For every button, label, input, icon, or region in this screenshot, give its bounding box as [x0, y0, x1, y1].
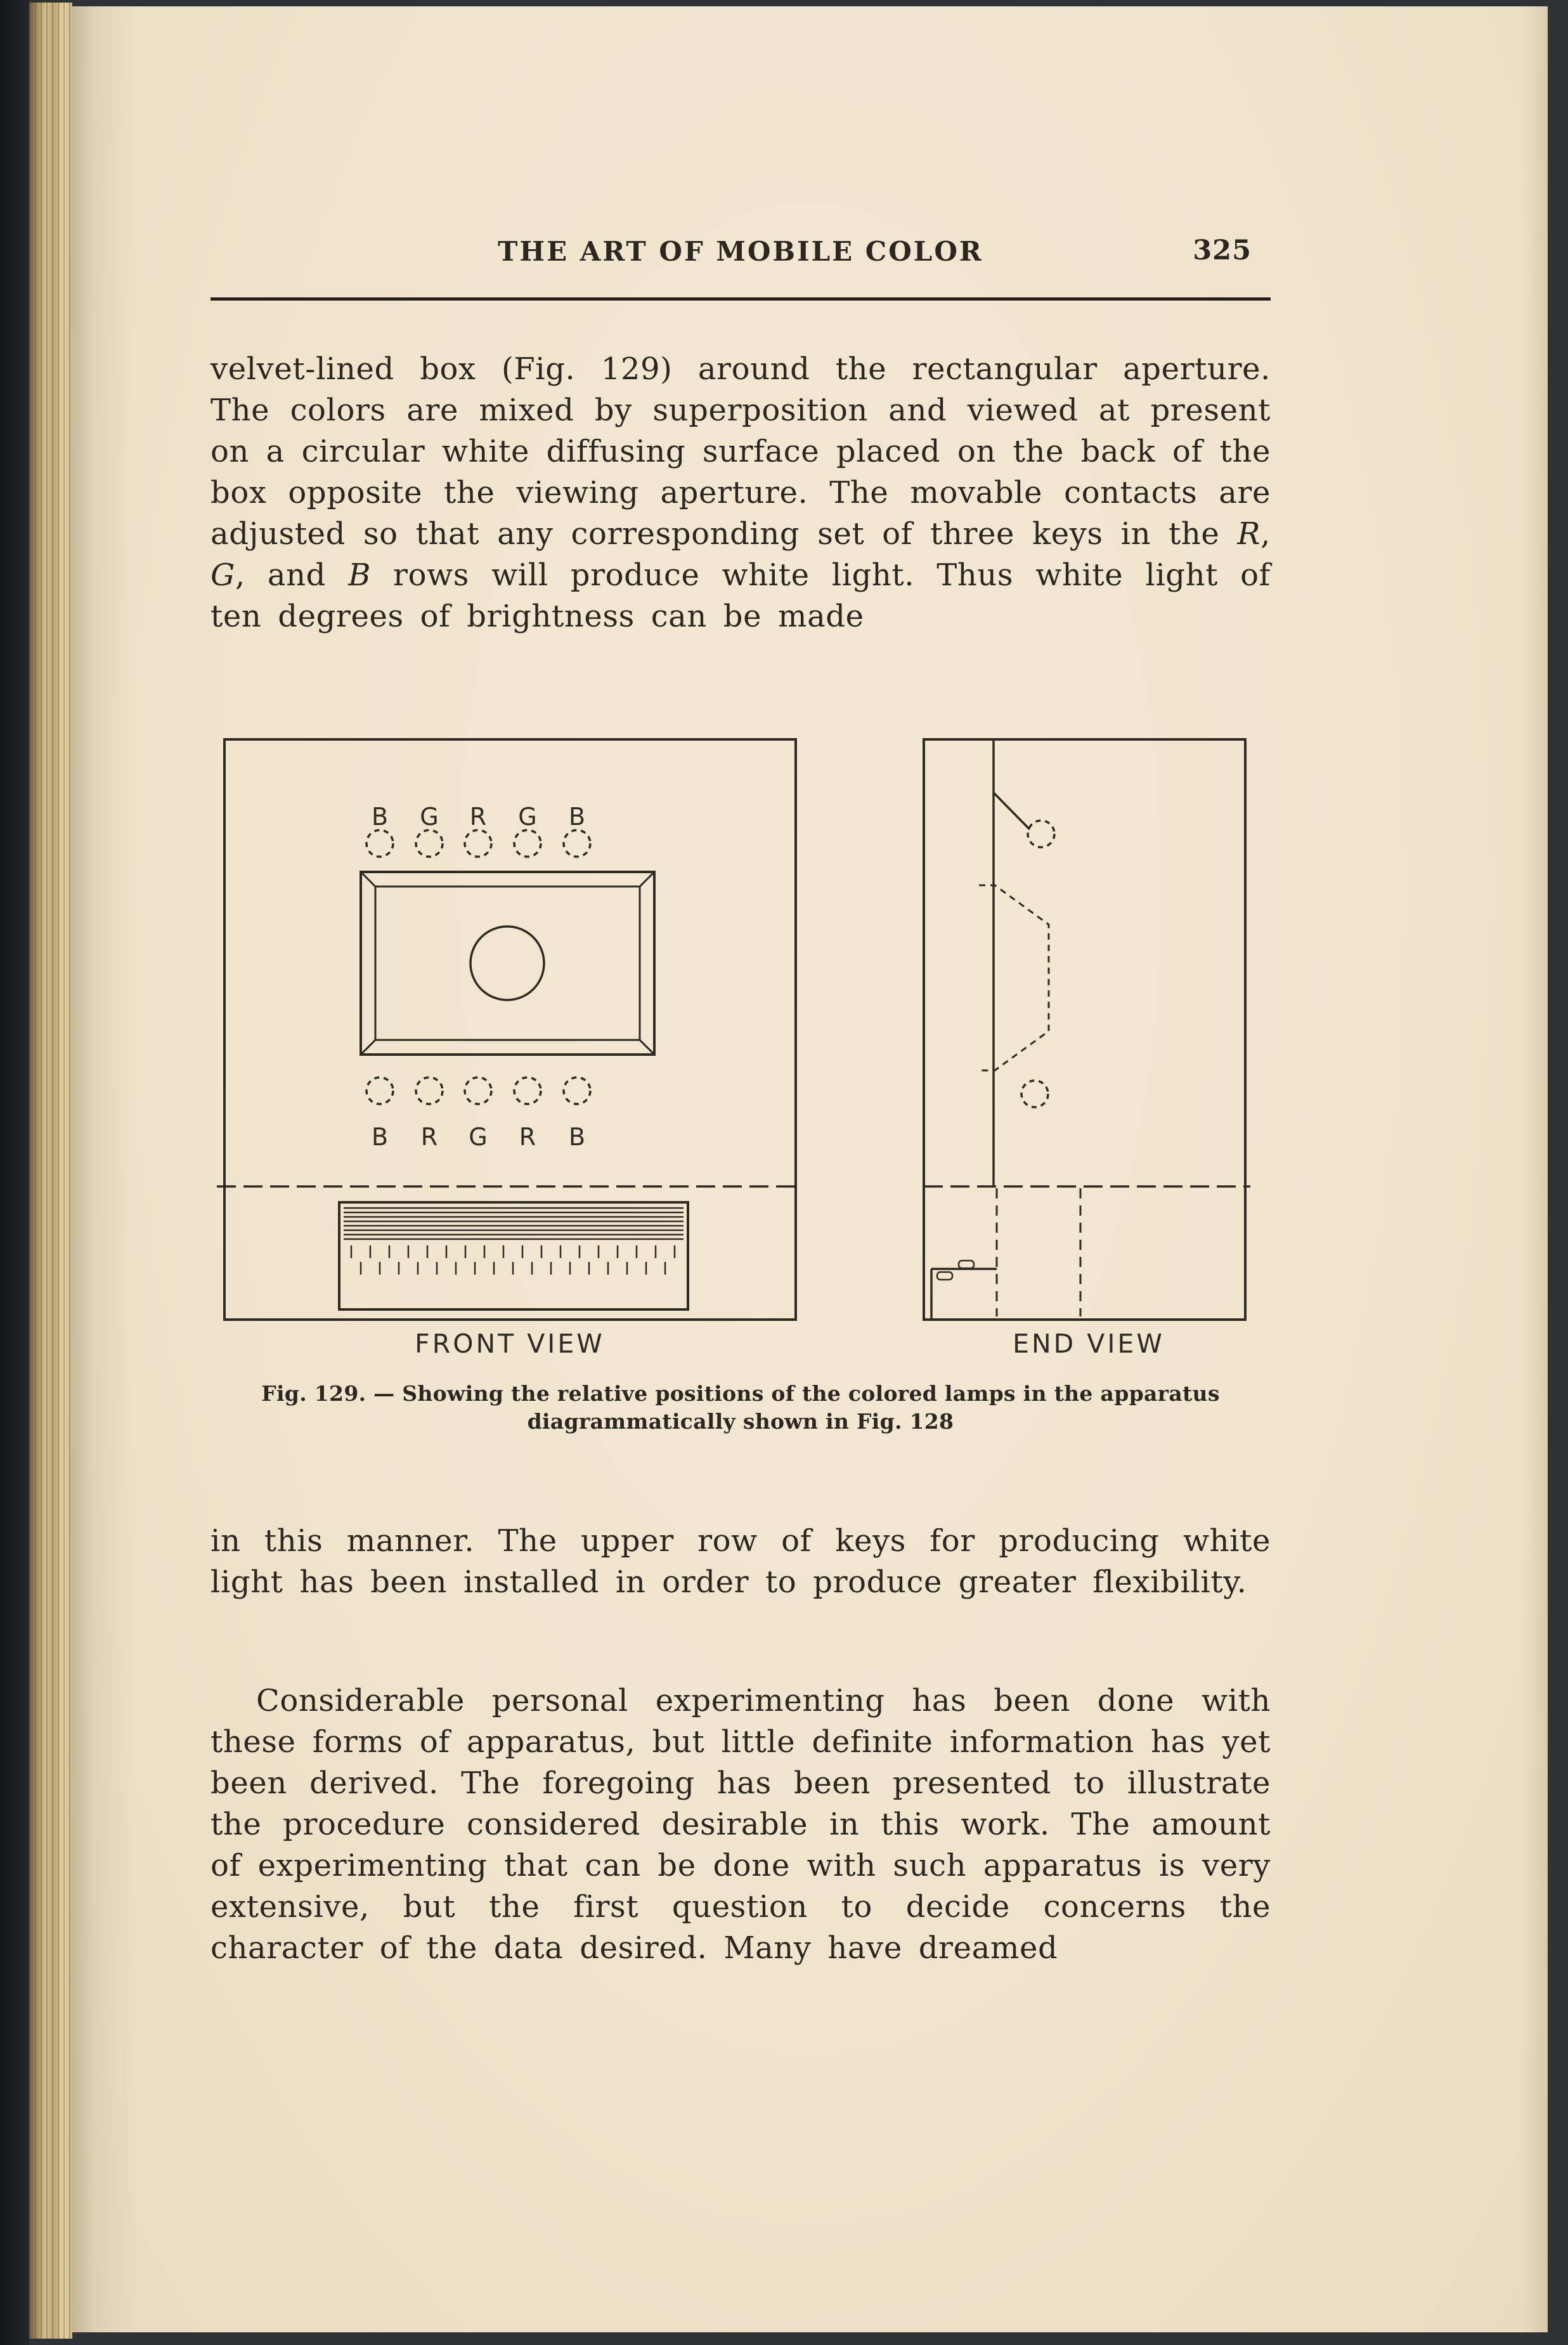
lamp-label: G — [420, 803, 439, 831]
lamp-label: B — [568, 803, 586, 831]
lamp-circle — [1021, 1081, 1048, 1107]
paragraph-1 — [211, 349, 1271, 637]
lamp-label: G — [469, 1123, 488, 1151]
paragraph-1-text-end: rows will produce white light. Thus white light of ten degrees of brightness can be made — [211, 557, 1271, 634]
book-page — [72, 6, 1548, 2332]
end-housing-dashed-edges — [997, 1188, 1080, 1316]
lamp-label: R — [469, 803, 487, 831]
end-view-label: END VIEW — [1013, 1328, 1165, 1359]
front-view-outline — [224, 739, 796, 1320]
lamp-circle — [465, 830, 491, 857]
lamp-circle — [416, 1077, 443, 1104]
lamp-label: B — [371, 803, 389, 831]
lamp-circle — [514, 830, 541, 857]
figure-caption-line-1: Fig. 129. — Showing the relative positions of the colored lamps in the apparatus — [261, 1381, 1220, 1406]
lamp-label: G — [518, 803, 537, 831]
paragraph-2: in this manner. The upper row of keys for producing white light has been installed in order to produce greater flexibility. — [211, 1523, 1271, 1600]
lamp-label: B — [371, 1123, 389, 1151]
diffusing-surface-circle — [470, 926, 544, 1000]
lamp-housing-grille — [339, 1202, 688, 1309]
front-view-label: FRONT VIEW — [415, 1328, 605, 1359]
italic-r: R — [1237, 516, 1261, 552]
end-top-diagonal — [994, 793, 1030, 829]
header-rule — [211, 297, 1271, 301]
running-header-title: THE ART OF MOBILE COLOR — [498, 236, 983, 267]
paragraph-3: Considerable personal experimenting has been done with these forms of apparatus, but little definite information has yet been derived. The foregoing has been presented to illustrate the procedure considered desirable in this work. The amount of experimenting that can be done with such apparatus is very extensive, but the first question to decide concerns the character of the data desired. Many have dreamed — [211, 1683, 1271, 1966]
lamp-circle — [366, 830, 393, 857]
lamp-circle — [564, 830, 590, 857]
front-top-lamp-circles — [366, 830, 590, 857]
front-bottom-lamp-labels — [372, 1123, 585, 1151]
aperture-frame — [361, 872, 654, 1055]
page-edges-stack — [29, 3, 72, 2339]
lamp-circle — [564, 1077, 590, 1104]
lamp-circle — [366, 1077, 393, 1104]
lamp-circle — [465, 1077, 491, 1104]
front-bottom-lamp-circles — [366, 1077, 590, 1104]
front-top-lamp-labels — [372, 803, 585, 831]
page-content — [211, 6, 1271, 2332]
figure-caption-line-2: diagrammatically shown in Fig. 128 — [527, 1409, 954, 1434]
lamp-label: B — [568, 1123, 586, 1151]
base-clamp — [959, 1261, 974, 1268]
front-view-drawing — [217, 739, 799, 1320]
lamp-circle — [1028, 821, 1054, 847]
figure-129-drawing — [211, 734, 1269, 1368]
book-binding-edge — [0, 0, 29, 2345]
lamp-circle — [514, 1077, 541, 1104]
end-base-foot — [931, 1269, 997, 1318]
end-view-outline — [924, 739, 1245, 1320]
page-number: 325 — [1193, 235, 1252, 266]
base-clamp — [937, 1272, 952, 1280]
lamp-label: R — [519, 1123, 536, 1151]
italic-g: G — [211, 557, 235, 593]
end-frame-profile — [979, 885, 1049, 1070]
paragraph-1-text: velvet-lined box (Fig. 129) around the rectangular aperture. The colors are mixed by superposition and viewed at present on a circular white diffusing surface placed on the back of the box opposite the viewing aperture. The movable contacts are adjusted so that any corresponding set of three keys in the — [211, 351, 1271, 552]
lamp-label: R — [420, 1123, 438, 1151]
paragraph-1-sep: , — [1260, 516, 1271, 552]
end-view-drawing — [924, 739, 1250, 1320]
lamp-circle — [416, 830, 443, 857]
paragraph-1-sep2: , and — [235, 557, 349, 593]
figure-caption — [211, 1380, 1271, 1436]
italic-b: B — [348, 557, 371, 593]
